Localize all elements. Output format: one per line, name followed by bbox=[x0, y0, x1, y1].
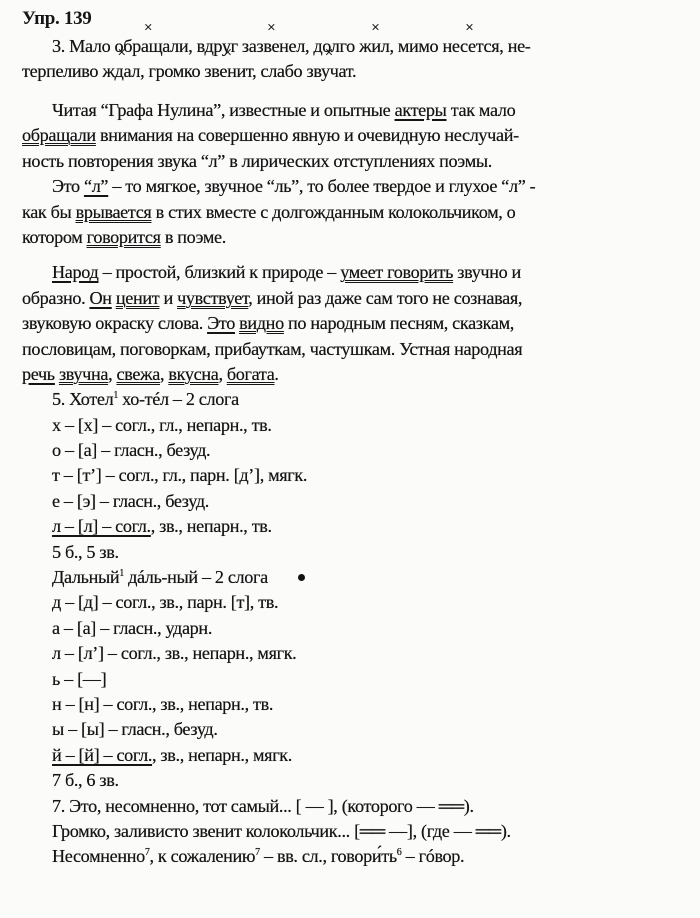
text-segment: , не- bbox=[499, 36, 531, 56]
text-line bbox=[22, 225, 686, 250]
text-segment: , зв., непарн., мягк. bbox=[152, 744, 292, 765]
text-line bbox=[22, 200, 686, 225]
underlined-word: звучна bbox=[58, 363, 109, 384]
text-line bbox=[22, 743, 686, 768]
text-line bbox=[22, 514, 686, 539]
text-segment: 5 б., 5 зв. bbox=[52, 541, 119, 562]
text-segment: , громко bbox=[140, 61, 205, 82]
text-segment: т – [т’] – согл., гл., парн. [д’], мягк. bbox=[52, 465, 308, 486]
text-segment: Несомненно bbox=[52, 846, 145, 867]
footnote-mark: 6 bbox=[396, 847, 402, 859]
underlined-word: говорится bbox=[86, 226, 161, 247]
text-line bbox=[22, 540, 686, 565]
text-segment: н – [н] – согл., зв., непарн., тв. bbox=[52, 693, 274, 714]
text-segment: е – [э] – гласн., безуд. bbox=[52, 490, 209, 511]
underlined-word: актеры bbox=[394, 100, 447, 120]
text-segment: дáль-ный – 2 слога bbox=[123, 567, 268, 588]
underlined-word: свежа bbox=[116, 363, 160, 384]
text-line bbox=[22, 565, 686, 590]
text-segment: д – [д] – согл., зв., парн. [т], тв. bbox=[52, 592, 279, 613]
text-line bbox=[22, 311, 686, 336]
text-segment: , bbox=[108, 363, 117, 384]
text-segment: ность повторения звука “л” в лирических отступлениях поэмы. bbox=[22, 150, 492, 171]
task-3-block bbox=[22, 34, 686, 85]
text-segment: , зв., непарн., тв. bbox=[150, 516, 272, 537]
analysis-block bbox=[22, 98, 686, 870]
marked-word: × несется bbox=[443, 36, 500, 56]
text-segment: , вдруг bbox=[188, 36, 242, 56]
text-line bbox=[22, 149, 686, 174]
text-segment: звучно и bbox=[453, 262, 521, 283]
text-line bbox=[22, 794, 686, 819]
text-line bbox=[22, 387, 686, 412]
marked-word: × звучат bbox=[307, 61, 352, 81]
text-segment: . bbox=[274, 363, 279, 384]
text-segment: так мало bbox=[446, 100, 516, 120]
text-segment: котором bbox=[22, 226, 87, 247]
footnote-mark: 1 bbox=[113, 390, 118, 402]
text-segment: терпеливо bbox=[22, 61, 103, 82]
text-line bbox=[22, 286, 686, 311]
text-line bbox=[22, 98, 686, 123]
underlined-word: й – [й] – согл. bbox=[52, 744, 153, 765]
text-segment: , bbox=[160, 363, 169, 384]
exercise-title: Упр. 139 bbox=[22, 8, 92, 29]
text-line bbox=[22, 123, 686, 148]
underlined-word: обращали bbox=[22, 125, 96, 146]
underlined-word: “л” bbox=[83, 176, 109, 197]
underlined-word: речь bbox=[22, 363, 55, 384]
text-segment: Дальный bbox=[52, 567, 120, 588]
text-line bbox=[22, 489, 686, 514]
text-line bbox=[22, 174, 686, 199]
text-line bbox=[22, 768, 686, 793]
text-line bbox=[22, 59, 686, 84]
text-segment: 5. Хотел bbox=[52, 389, 114, 410]
footnote-mark: 1 bbox=[119, 567, 124, 579]
underlined-word: Народ bbox=[52, 262, 99, 283]
text-segment: звуковую окраску слова. bbox=[22, 313, 208, 334]
text-segment: х – [х] – согл., гл., непарн., тв. bbox=[52, 414, 272, 435]
underlined-word: умеет говорить bbox=[340, 262, 454, 283]
text-segment: образно. bbox=[22, 287, 90, 308]
text-line bbox=[22, 692, 686, 717]
text-line bbox=[22, 717, 686, 742]
text-line bbox=[22, 667, 686, 692]
text-segment: , к сожалению bbox=[149, 846, 256, 867]
text-line bbox=[22, 260, 686, 285]
text-line bbox=[22, 362, 686, 387]
text-segment: 3. Мало bbox=[52, 36, 115, 56]
text-segment: 7. Это, несомненно, тот самый... [ — ], (которого — ══). bbox=[52, 795, 474, 816]
text-segment: внимания на совершенно явную и очевидную неслучай- bbox=[95, 125, 519, 146]
text-segment: ы – [ы] – гласн., безуд. bbox=[52, 719, 218, 740]
text-segment: хо-тéл – 2 слога bbox=[117, 389, 239, 410]
text-segment: в поэме. bbox=[160, 226, 226, 247]
underlined-word: Это bbox=[207, 313, 235, 334]
text-segment: – то мягкое, звучное “ль”, то более твердое и глухое “л” - bbox=[108, 176, 536, 197]
marked-word: × зазвенел bbox=[242, 36, 305, 56]
underlined-word: л – [л] – согл. bbox=[52, 516, 151, 537]
marked-word: × ждал bbox=[102, 61, 140, 81]
text-segment: , долго bbox=[305, 36, 360, 56]
text-segment: а – [а] – гласн., ударн. bbox=[52, 617, 213, 638]
text-segment: 7 б., 6 зв. bbox=[52, 770, 119, 791]
underlined-word: чувствует bbox=[177, 287, 249, 308]
text-segment: о – [а] – гласн., безуд. bbox=[52, 440, 211, 461]
text-segment: Читая “Графа Нулина”, известные и опытные bbox=[52, 100, 395, 120]
marked-word: × звенит bbox=[204, 61, 252, 81]
text-segment: – гóвор. bbox=[401, 846, 465, 867]
text-line bbox=[22, 616, 686, 641]
text-segment: , иной раз даже сам того не сознавая, bbox=[248, 287, 523, 308]
text-line bbox=[22, 844, 686, 869]
underlined-word: вкусна bbox=[168, 363, 219, 384]
text-segment: в стих вместе с долгожданным колокольчиком, о bbox=[151, 201, 516, 222]
scan-speck bbox=[298, 574, 305, 581]
text-segment: л – [л’] – согл., зв., непарн., мягк. bbox=[52, 643, 297, 664]
underlined-word: богата bbox=[226, 363, 275, 384]
underlined-word: видно bbox=[239, 313, 284, 334]
text-segment: и bbox=[159, 287, 178, 308]
footnote-mark: 7 bbox=[255, 847, 260, 859]
underlined-word: врывается bbox=[75, 201, 152, 222]
text-line bbox=[22, 337, 686, 362]
text-line bbox=[22, 413, 686, 438]
text-segment: как бы bbox=[22, 201, 76, 222]
text-segment: по народным песням, сказкам, bbox=[283, 313, 514, 334]
text-segment: . bbox=[351, 61, 357, 82]
text-segment: Это bbox=[52, 176, 84, 197]
underlined-word: ценит bbox=[115, 287, 160, 308]
text-line bbox=[22, 438, 686, 463]
marked-word: × обращали bbox=[115, 36, 189, 56]
text-segment: Громко, заливисто звенит колокольчик... [══ —], (где — ══). bbox=[52, 820, 511, 841]
text-segment: ь – [—] bbox=[52, 668, 107, 689]
text-line bbox=[22, 463, 686, 488]
text-segment: , мимо bbox=[389, 36, 443, 56]
footnote-mark: 7 bbox=[144, 847, 150, 859]
text-segment: пословицам, поговоркам, прибауткам, частушкам. Устная народная bbox=[22, 338, 523, 359]
text-segment: – вв. сл., говори́ть bbox=[259, 846, 397, 867]
text-line bbox=[22, 590, 686, 615]
text-line bbox=[22, 819, 686, 844]
underlined-word: Он bbox=[89, 287, 112, 308]
text-segment: , bbox=[218, 363, 227, 384]
text-segment: – простой, близкий к природе – bbox=[98, 262, 341, 283]
text-line bbox=[22, 641, 686, 666]
text-segment: , слабо bbox=[252, 61, 307, 82]
marked-word: × жил bbox=[359, 36, 389, 56]
